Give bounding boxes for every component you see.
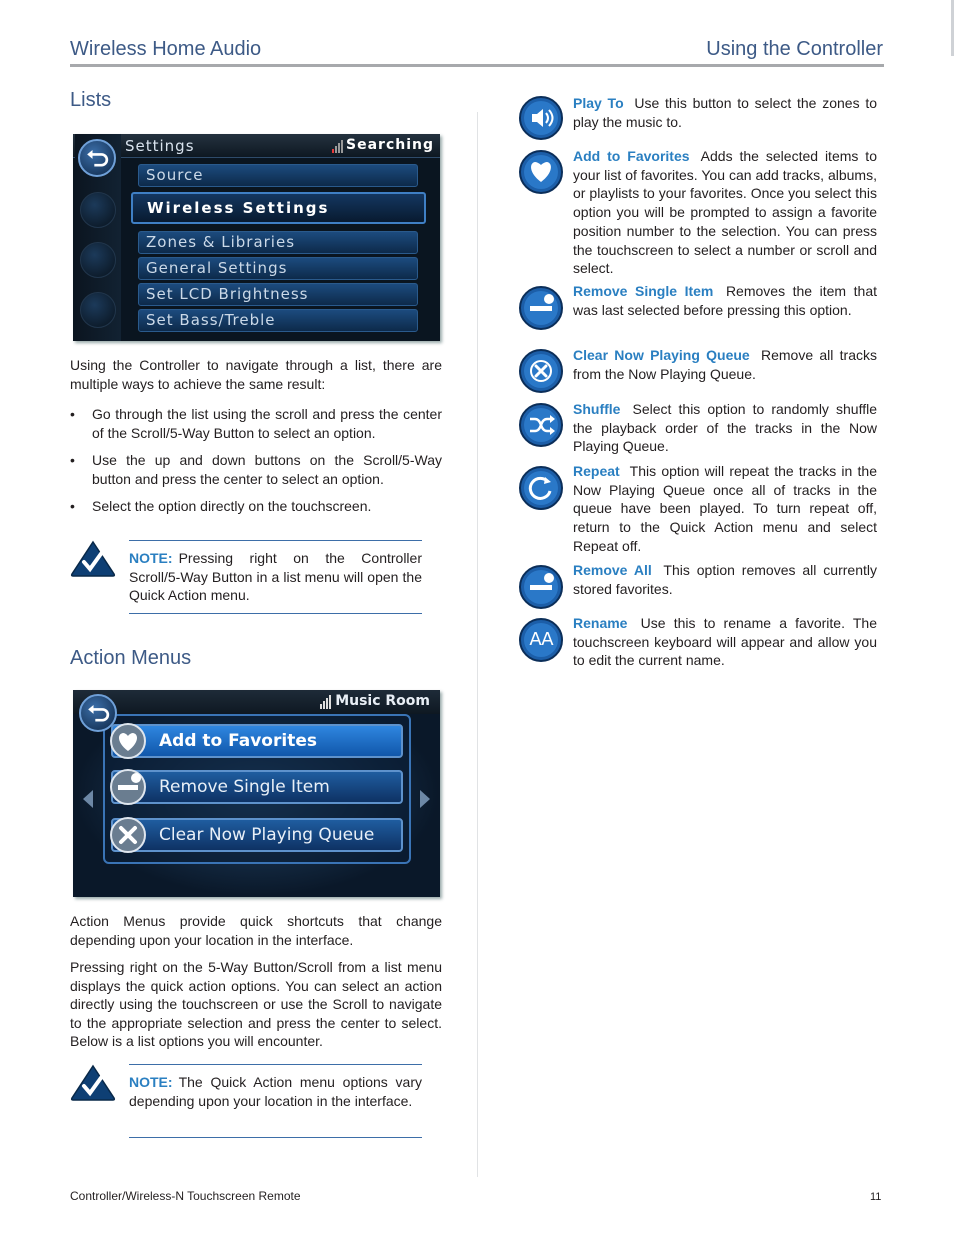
rename-glyph: AA [529, 629, 553, 650]
chapter-title: Wireless Home Audio [70, 38, 262, 60]
heart-icon [518, 149, 564, 195]
remove-item-icon [518, 285, 564, 331]
action-desc-rename [573, 614, 877, 670]
list-item: Source [138, 164, 418, 187]
action-desc-repeat [573, 462, 877, 556]
lists-title: Lists [70, 89, 112, 111]
note-text: The Quick Action menu options vary depending upon your location in the interface. [129, 1074, 422, 1109]
action-text: Use this to rename a favorite. The touchscreen keyboard will appear and allow you to edit the current name. [573, 615, 878, 669]
hardware-button [80, 192, 116, 228]
footer-product: Controller/Wireless-N Touchscreen Remote [70, 1189, 301, 1203]
action-term: Remove Single Item [573, 283, 714, 299]
action-desc-play-to [573, 94, 877, 131]
clear-icon [518, 348, 564, 394]
room-label: Music Room [335, 693, 430, 709]
note-check-icon [70, 540, 116, 578]
heart-icon [109, 722, 147, 760]
note-box [70, 1064, 422, 1138]
hardware-button [80, 242, 116, 278]
action-text: Use this button to select the zones to play the music to. [573, 95, 878, 130]
screenshot-status: Searching [346, 137, 434, 153]
bullet-item: • Go through the list using the scroll and press the center of the Scroll/5-Way Button to select an option. [70, 405, 442, 442]
right-arrow-icon [420, 790, 430, 808]
hardware-button [80, 292, 116, 328]
action-add-favorites: Add to Favorites [111, 724, 403, 758]
rename-icon [518, 617, 564, 663]
signal-icon [320, 695, 332, 709]
action-term: Play To [573, 95, 624, 111]
action-term: Rename [573, 615, 628, 631]
repeat-icon [518, 465, 564, 511]
action-text: This option will repeat the tracks in the Now Playing Queue once all of tracks in the queue have been played. To turn repeat off, return to the Quick Action menu and select Repeat off. [573, 463, 878, 554]
action-term: Clear Now Playing Queue [573, 347, 750, 363]
list-item: Zones & Libraries [138, 231, 418, 254]
action-term: Repeat [573, 463, 620, 479]
page-number: 11 [870, 1191, 882, 1203]
action-text: Adds the selected items to your list of favorites. You can add tracks, albums, or playlists to your favorites. Once you select this option you will be prompted to assign a favorite position number to the selection. You can press the touchscreen to select a number or scroll and select. [573, 148, 877, 277]
action-term: Shuffle [573, 401, 621, 417]
action-desc-remove-all [573, 561, 877, 598]
action-text: This option removes all currently stored favorites. [573, 562, 877, 597]
shuffle-icon [518, 402, 564, 448]
left-arrow-icon [83, 790, 93, 808]
action-term: Remove All [573, 562, 652, 578]
action-para-1: Action Menus provide quick shortcuts that change depending upon your location in the interface. [70, 913, 442, 948]
list-item-selected: Wireless Settings [131, 192, 426, 224]
action-remove-single: Remove Single Item [111, 770, 403, 804]
clear-icon [109, 816, 147, 854]
action-menus-title: Action Menus [70, 647, 192, 669]
section-header: Using the Controller [706, 38, 883, 60]
note-box [70, 540, 422, 614]
lists-intro: Using the Controller to navigate through a list, there are multiple ways to achieve the same result: [70, 357, 442, 392]
lists-bullets [70, 405, 442, 525]
action-clear-queue: Clear Now Playing Queue [111, 818, 403, 852]
action-text: Removes the item that was last selected before pressing this option. [573, 283, 877, 318]
bullet-item: • Select the option directly on the touchscreen. [70, 497, 442, 516]
action-desc-add-favorites [573, 147, 877, 278]
remove-all-icon [518, 564, 564, 610]
speaker-icon [518, 95, 564, 141]
remove-item-icon [109, 768, 147, 806]
signal-icon [332, 140, 344, 153]
action-desc-clear-queue [573, 346, 877, 383]
note-label: NOTE: [129, 550, 173, 566]
note-check-icon [70, 1064, 116, 1102]
note-text: Pressing right on the Controller Scroll/5-Way Button in a list menu will open the Quick Action menu. [129, 550, 422, 604]
list-item: Set Bass/Treble [138, 309, 418, 332]
settings-screenshot [73, 134, 440, 341]
action-para-2: Pressing right on the 5-Way Button/Scroll from a list menu displays the quick action options. You can select an action directly using the touchscreen or use the Scroll to navigate to the appropriate selection and press the center to select. Below is a list options you will encounter. [70, 959, 442, 1050]
action-desc-remove-single [573, 282, 877, 319]
list-item: Set LCD Brightness [138, 283, 418, 306]
back-icon [78, 139, 116, 177]
action-text: Select this option to randomly shuffle the playback order of the tracks in the Now Playing Queue. [573, 401, 877, 455]
action-menu-screenshot [73, 690, 440, 897]
column-divider [477, 112, 478, 1177]
bullet-item: • Use the up and down buttons on the Scroll/5-Way button and press the center to select an option. [70, 451, 442, 488]
list-item: General Settings [138, 257, 418, 280]
action-desc-shuffle [573, 400, 877, 456]
action-term: Add to Favorites [573, 148, 690, 164]
screenshot-title: Settings [125, 137, 195, 155]
note-label: NOTE: [129, 1074, 173, 1090]
action-text: Remove all tracks from the Now Playing Queue. [573, 347, 877, 382]
header-rule [70, 64, 884, 67]
